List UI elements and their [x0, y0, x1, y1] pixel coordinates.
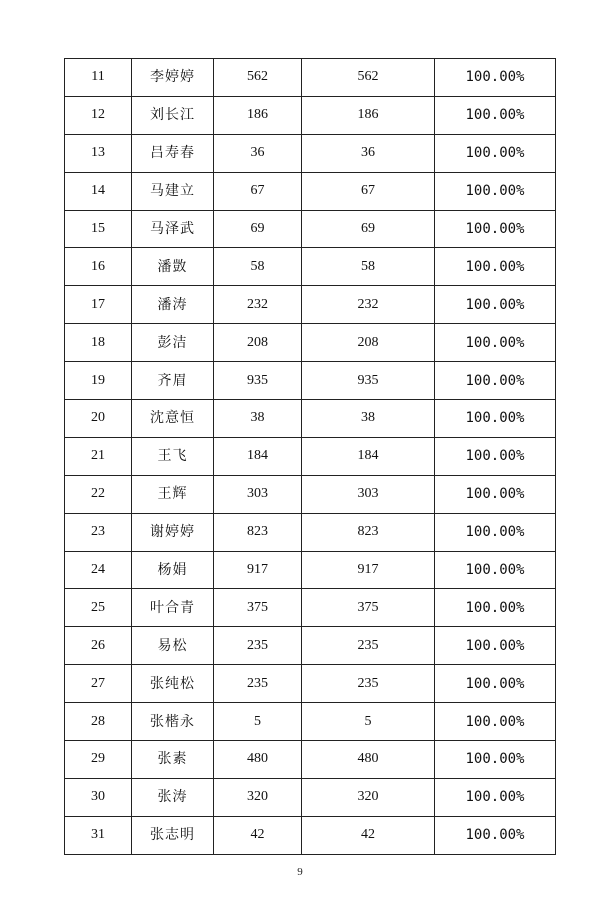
cell-percentage: 100.00% — [435, 210, 556, 248]
cell-index: 12 — [65, 96, 132, 134]
cell-value-a: 36 — [214, 134, 302, 172]
cell-name: 马建立 — [132, 172, 214, 210]
cell-index: 11 — [65, 59, 132, 97]
table-row — [65, 96, 556, 134]
cell-value-b: 235 — [302, 627, 435, 665]
cell-percentage: 100.00% — [435, 286, 556, 324]
cell-value-a: 375 — [214, 589, 302, 627]
cell-percentage: 100.00% — [435, 362, 556, 400]
cell-index: 21 — [65, 437, 132, 475]
cell-value-a: 186 — [214, 96, 302, 134]
table-row — [65, 665, 556, 703]
cell-index: 28 — [65, 703, 132, 741]
cell-name: 王辉 — [132, 475, 214, 513]
cell-index: 29 — [65, 741, 132, 779]
table-row — [65, 703, 556, 741]
cell-percentage: 100.00% — [435, 437, 556, 475]
cell-value-b: 67 — [302, 172, 435, 210]
table-row — [65, 551, 556, 589]
table-row — [65, 778, 556, 816]
table-row — [65, 59, 556, 97]
cell-value-a: 935 — [214, 362, 302, 400]
cell-value-b: 58 — [302, 248, 435, 286]
cell-value-a: 38 — [214, 400, 302, 438]
cell-value-a: 5 — [214, 703, 302, 741]
cell-value-b: 69 — [302, 210, 435, 248]
cell-index: 27 — [65, 665, 132, 703]
cell-name: 吕寿春 — [132, 134, 214, 172]
cell-percentage: 100.00% — [435, 741, 556, 779]
table-row — [65, 741, 556, 779]
cell-value-b: 935 — [302, 362, 435, 400]
cell-name: 张纯松 — [132, 665, 214, 703]
cell-name: 马泽武 — [132, 210, 214, 248]
table-row — [65, 475, 556, 513]
cell-value-a: 303 — [214, 475, 302, 513]
table-row — [65, 437, 556, 475]
cell-name: 张素 — [132, 741, 214, 779]
cell-percentage: 100.00% — [435, 627, 556, 665]
cell-value-a: 42 — [214, 816, 302, 854]
cell-name: 彭洁 — [132, 324, 214, 362]
cell-value-b: 186 — [302, 96, 435, 134]
table-row — [65, 362, 556, 400]
table-row — [65, 816, 556, 854]
cell-index: 18 — [65, 324, 132, 362]
cell-name: 张楷永 — [132, 703, 214, 741]
cell-percentage: 100.00% — [435, 551, 556, 589]
cell-index: 13 — [65, 134, 132, 172]
table-body — [65, 59, 556, 855]
cell-value-b: 480 — [302, 741, 435, 779]
cell-name: 叶合青 — [132, 589, 214, 627]
cell-index: 22 — [65, 475, 132, 513]
cell-index: 30 — [65, 778, 132, 816]
cell-index: 20 — [65, 400, 132, 438]
cell-name: 李婷婷 — [132, 59, 214, 97]
data-table — [64, 58, 556, 855]
cell-index: 16 — [65, 248, 132, 286]
cell-value-b: 235 — [302, 665, 435, 703]
cell-value-b: 208 — [302, 324, 435, 362]
table-row — [65, 210, 556, 248]
cell-index: 25 — [65, 589, 132, 627]
cell-percentage: 100.00% — [435, 665, 556, 703]
cell-name: 刘长江 — [132, 96, 214, 134]
cell-index: 24 — [65, 551, 132, 589]
cell-value-a: 232 — [214, 286, 302, 324]
table-row — [65, 627, 556, 665]
cell-percentage: 100.00% — [435, 59, 556, 97]
cell-name: 王飞 — [132, 437, 214, 475]
cell-name: 张志明 — [132, 816, 214, 854]
page-number: 9 — [297, 866, 303, 878]
cell-index: 17 — [65, 286, 132, 324]
cell-value-a: 823 — [214, 513, 302, 551]
cell-value-b: 36 — [302, 134, 435, 172]
cell-percentage: 100.00% — [435, 324, 556, 362]
cell-percentage: 100.00% — [435, 589, 556, 627]
cell-value-a: 184 — [214, 437, 302, 475]
cell-value-b: 375 — [302, 589, 435, 627]
table-row — [65, 248, 556, 286]
cell-index: 31 — [65, 816, 132, 854]
cell-index: 15 — [65, 210, 132, 248]
cell-value-b: 232 — [302, 286, 435, 324]
cell-value-b: 303 — [302, 475, 435, 513]
table-row — [65, 400, 556, 438]
cell-value-a: 58 — [214, 248, 302, 286]
cell-percentage: 100.00% — [435, 475, 556, 513]
cell-name: 张涛 — [132, 778, 214, 816]
cell-value-a: 480 — [214, 741, 302, 779]
cell-name: 杨娟 — [132, 551, 214, 589]
cell-name: 谢婷婷 — [132, 513, 214, 551]
cell-index: 19 — [65, 362, 132, 400]
cell-index: 26 — [65, 627, 132, 665]
cell-value-b: 320 — [302, 778, 435, 816]
cell-value-a: 917 — [214, 551, 302, 589]
table-row — [65, 134, 556, 172]
cell-percentage: 100.00% — [435, 816, 556, 854]
cell-value-b: 562 — [302, 59, 435, 97]
cell-percentage: 100.00% — [435, 172, 556, 210]
table-row — [65, 172, 556, 210]
cell-percentage: 100.00% — [435, 703, 556, 741]
cell-name: 潘敳 — [132, 248, 214, 286]
cell-value-a: 208 — [214, 324, 302, 362]
cell-index: 14 — [65, 172, 132, 210]
table-row — [65, 324, 556, 362]
cell-percentage: 100.00% — [435, 778, 556, 816]
cell-index: 23 — [65, 513, 132, 551]
cell-value-b: 184 — [302, 437, 435, 475]
cell-percentage: 100.00% — [435, 248, 556, 286]
table-row — [65, 513, 556, 551]
cell-value-b: 5 — [302, 703, 435, 741]
cell-percentage: 100.00% — [435, 513, 556, 551]
table-row — [65, 286, 556, 324]
cell-value-b: 42 — [302, 816, 435, 854]
cell-percentage: 100.00% — [435, 96, 556, 134]
cell-name: 沈意恒 — [132, 400, 214, 438]
cell-value-b: 917 — [302, 551, 435, 589]
cell-name: 易松 — [132, 627, 214, 665]
cell-value-a: 562 — [214, 59, 302, 97]
cell-value-a: 235 — [214, 627, 302, 665]
cell-value-a: 69 — [214, 210, 302, 248]
cell-name: 潘涛 — [132, 286, 214, 324]
cell-percentage: 100.00% — [435, 400, 556, 438]
cell-name: 齐眉 — [132, 362, 214, 400]
cell-percentage: 100.00% — [435, 134, 556, 172]
cell-value-a: 67 — [214, 172, 302, 210]
cell-value-b: 38 — [302, 400, 435, 438]
cell-value-a: 320 — [214, 778, 302, 816]
cell-value-b: 823 — [302, 513, 435, 551]
cell-value-a: 235 — [214, 665, 302, 703]
table-row — [65, 589, 556, 627]
